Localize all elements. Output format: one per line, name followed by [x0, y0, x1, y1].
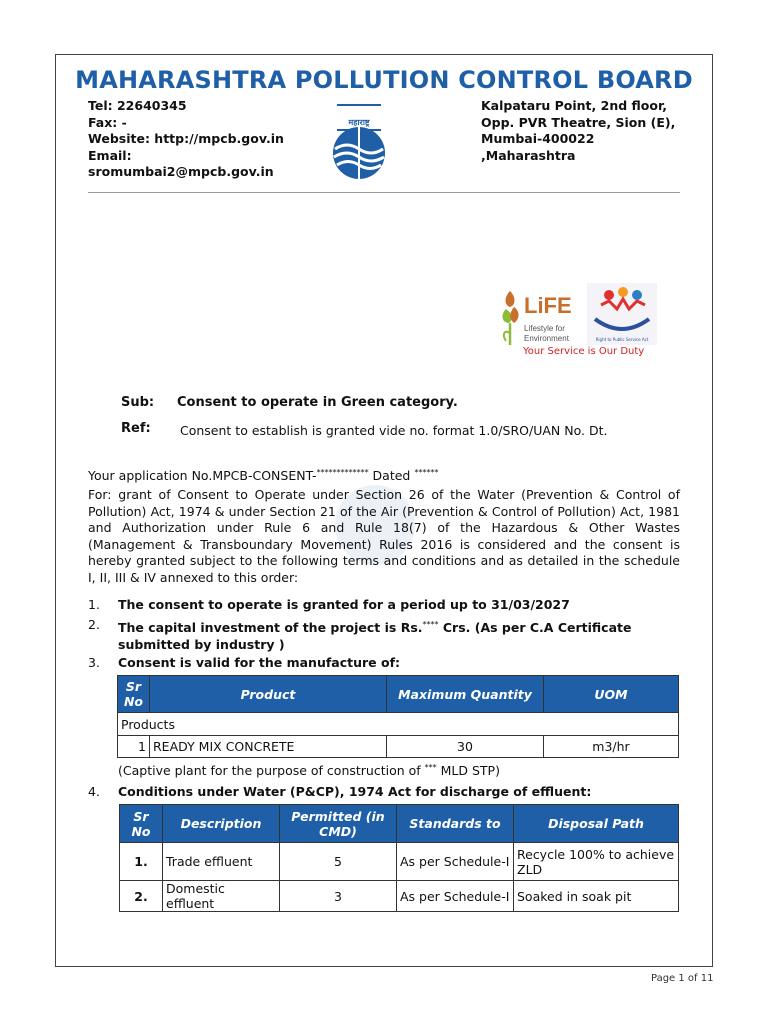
cell-disposal: Recycle 100% to achieve ZLD [514, 843, 679, 881]
application-prefix: Your application No.MPCB-CONSENT- [88, 468, 317, 484]
subject-text: Consent to operate in Green category. [177, 395, 458, 410]
mpcb-emblem-icon [323, 101, 395, 183]
item-text: Conditions under Water (P&CP), 1974 Act for discharge of effluent: [118, 784, 592, 799]
cell-product: READY MIX CONCRETE [150, 736, 387, 758]
cell-standard: As per Schedule-I [397, 881, 514, 912]
cell-sr: 1. [120, 843, 163, 881]
item-text: Consent is valid for the manufacture of: [118, 655, 401, 670]
address-line: Kalpataru Point, 2nd floor, [481, 98, 668, 113]
address-line: ,Maharashtra [481, 147, 576, 163]
right-to-service-logo-icon [587, 283, 657, 345]
item-text-part: Crs. (As per C.A Certificate submitted by industry ) [118, 620, 632, 652]
column-header: Maximum Quantity [387, 676, 544, 713]
table-row [120, 881, 679, 912]
table-header-row [120, 805, 679, 843]
reference-label: Ref: [121, 421, 151, 436]
address [481, 98, 675, 164]
cell-description: Trade effluent [163, 843, 280, 881]
life-title: LiFE [524, 293, 572, 318]
emblem-text: महाराष्ट्र [348, 118, 370, 127]
product-table [117, 675, 679, 758]
column-header: Standards to [397, 805, 514, 843]
email-label: Email: [88, 147, 132, 163]
item-text: The consent to operate is granted for a period up to 31/03/2027 [118, 597, 570, 612]
rts-caption: Right to Public Service Act [595, 337, 649, 342]
masked-capacity: *** [424, 763, 437, 772]
cell-description: Domestic effluent [163, 881, 280, 912]
effluent-table [119, 804, 679, 912]
captive-suffix: MLD STP) [436, 763, 500, 779]
group-label: Products [118, 713, 679, 736]
item-text-part: The capital investment of the project is Rs. [118, 620, 423, 636]
page-number: Page 1 of 11 [651, 973, 714, 984]
table-header-row [118, 676, 679, 713]
item-number: 2. [88, 617, 100, 632]
masked-application-no: ************* [316, 468, 369, 477]
column-header: Description [163, 805, 280, 843]
reference-text: Consent to establish is granted vide no. format 1.0/SRO/UAN No. Dt. [180, 423, 608, 438]
column-header: Permitted (in CMD) [280, 805, 397, 843]
header-divider [88, 192, 680, 193]
life-subtitle: Environment [524, 334, 569, 343]
life-logo-icon [500, 283, 580, 349]
cell-uom: m3/hr [544, 736, 679, 758]
email: sromumbai2@mpcb.gov.in [88, 164, 274, 179]
consent-body-paragraph: For: grant of Consent to Operate under Section 26 of the Water (Prevention & Control of Pollution) Act, 1974 & under Section 21 of the Air (Prevention & Control of Pollution) Act, 1981 and Authorization under Rule 6 and Rule 18(7) of the Hazardous & Other Wastes (Management & Transboundary Movement) Rules 2016 is considered and the consent is hereby granted subject to the following terms and conditions and as detailed in the schedule I, II, III & IV annexed to this order: [88, 487, 680, 585]
column-header: Disposal Path [514, 805, 679, 843]
cell-sr: 2. [120, 881, 163, 912]
cell-sr: 1 [118, 736, 150, 758]
captive-prefix: (Captive plant for the purpose of construction of [118, 763, 425, 779]
item-text [118, 617, 678, 653]
contact-details [88, 98, 284, 181]
cell-permitted: 5 [280, 843, 397, 881]
cell-standard: As per Schedule-I [397, 843, 514, 881]
address-line: Opp. PVR Theatre, Sion (E), [481, 114, 676, 130]
column-header: UOM [544, 676, 679, 713]
item-number: 3. [88, 655, 100, 670]
telephone: Tel: 22640345 [88, 98, 187, 113]
item-number: 4. [88, 784, 100, 799]
address-line: Mumbai-400022 [481, 131, 595, 146]
application-line [88, 468, 438, 483]
column-header: Sr No [120, 805, 163, 843]
fax: Fax: - [88, 114, 127, 130]
masked-investment: **** [422, 620, 439, 629]
table-row [120, 843, 679, 881]
life-subtitle: Lifestyle for [524, 324, 565, 333]
column-header: Product [150, 676, 387, 713]
masked-date: ****** [414, 468, 439, 477]
dated-label: Dated [368, 468, 415, 484]
tagline: Your Service is Our Duty [523, 346, 645, 357]
cell-disposal: Soaked in soak pit [514, 881, 679, 912]
website: Website: http://mpcb.gov.in [88, 131, 284, 146]
captive-note [118, 763, 500, 778]
board-title: MAHARASHTRA POLLUTION CONTROL BOARD [75, 66, 693, 94]
table-group-row [118, 713, 679, 736]
subject-label: Sub: [121, 395, 155, 410]
cell-quantity: 30 [387, 736, 544, 758]
column-header: Sr No [118, 676, 150, 713]
cell-permitted: 3 [280, 881, 397, 912]
item-number: 1. [88, 597, 100, 612]
table-row [118, 736, 679, 758]
